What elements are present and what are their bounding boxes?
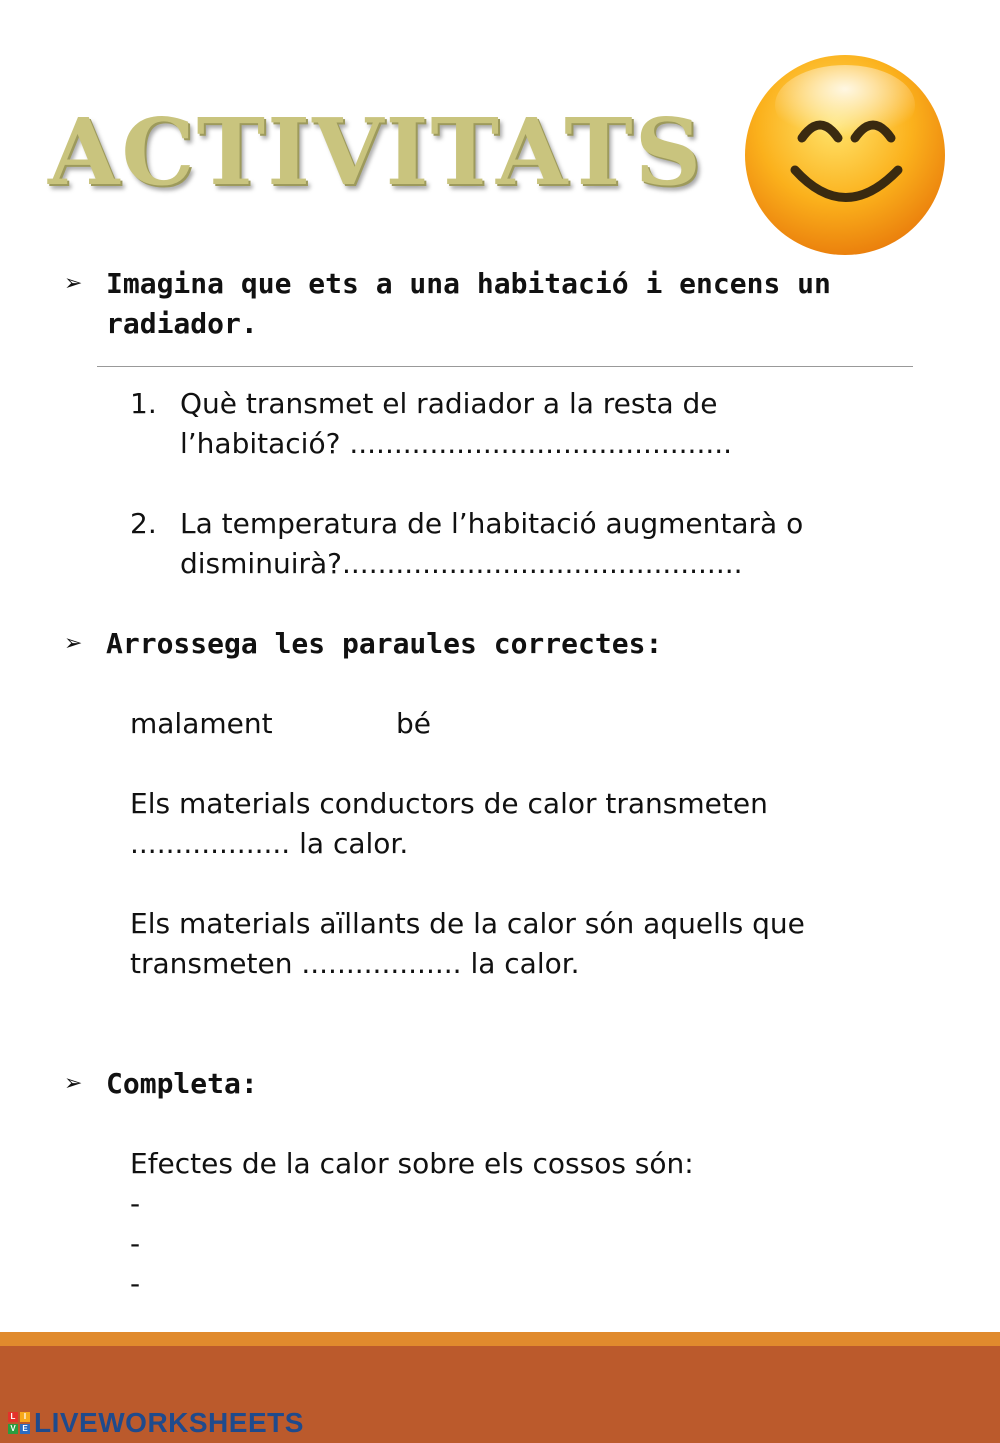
complete-answer-line[interactable]: - <box>130 1187 141 1220</box>
drag-word-malament[interactable]: malament <box>130 707 273 740</box>
liveworksheets-brand: LIVEWORKSHEETS <box>34 1407 304 1438</box>
complete-prompt: Efectes de la calor sobre els cossos són: <box>130 1147 694 1180</box>
complete-block <box>130 1144 910 1304</box>
question-2 <box>130 504 910 584</box>
section-heading-line: Arrossega les paraules correctes: <box>106 627 663 660</box>
section-heading-imagine <box>64 264 831 344</box>
drag-word-bank <box>130 704 910 744</box>
question-number: 1. <box>130 387 157 420</box>
footer-stripe <box>0 1332 1000 1346</box>
arrow-bullet-icon: ➢ <box>64 271 83 296</box>
divider <box>97 366 913 367</box>
sentence-text: Els materials conductors de calor transmeten <box>130 787 768 820</box>
question-text: La temperatura de l’habitació augmentarà o <box>180 507 804 540</box>
liveworksheets-mark-icon: L I V E <box>8 1412 30 1434</box>
answer-blank[interactable]: disminuirà?............................................. <box>180 547 743 580</box>
arrow-bullet-icon: ➢ <box>64 631 83 656</box>
arrow-bullet-icon: ➢ <box>64 1071 83 1096</box>
complete-answer-line[interactable]: - <box>130 1267 141 1300</box>
liveworksheets-logo <box>8 1408 304 1438</box>
section-heading-line: Completa: <box>106 1067 258 1100</box>
answer-blank[interactable]: l’habitació? ........................................... <box>180 427 733 460</box>
question-number: 2. <box>130 507 157 540</box>
smiley-face-icon <box>740 50 950 260</box>
sentence-1 <box>130 784 910 864</box>
section-heading-drag <box>64 624 662 664</box>
drop-blank-line[interactable]: .................. la calor. <box>130 827 409 860</box>
section-heading-complete <box>64 1064 258 1104</box>
question-text: Què transmet el radiador a la resta de <box>180 387 718 420</box>
drag-word-be[interactable]: bé <box>396 707 431 740</box>
complete-answer-line[interactable]: - <box>130 1227 141 1260</box>
section-heading-line: Imagina que ets a una habitació i encens un <box>106 267 831 300</box>
section-heading-line: radiador. <box>106 307 258 340</box>
page-title: ACTIVITATS <box>48 98 704 206</box>
sentence-2 <box>130 904 910 984</box>
sentence-text: Els materials aïllants de la calor són aquells que <box>130 907 805 940</box>
drop-blank-line[interactable]: transmeten .................. la calor. <box>130 947 580 980</box>
question-1 <box>130 384 910 464</box>
